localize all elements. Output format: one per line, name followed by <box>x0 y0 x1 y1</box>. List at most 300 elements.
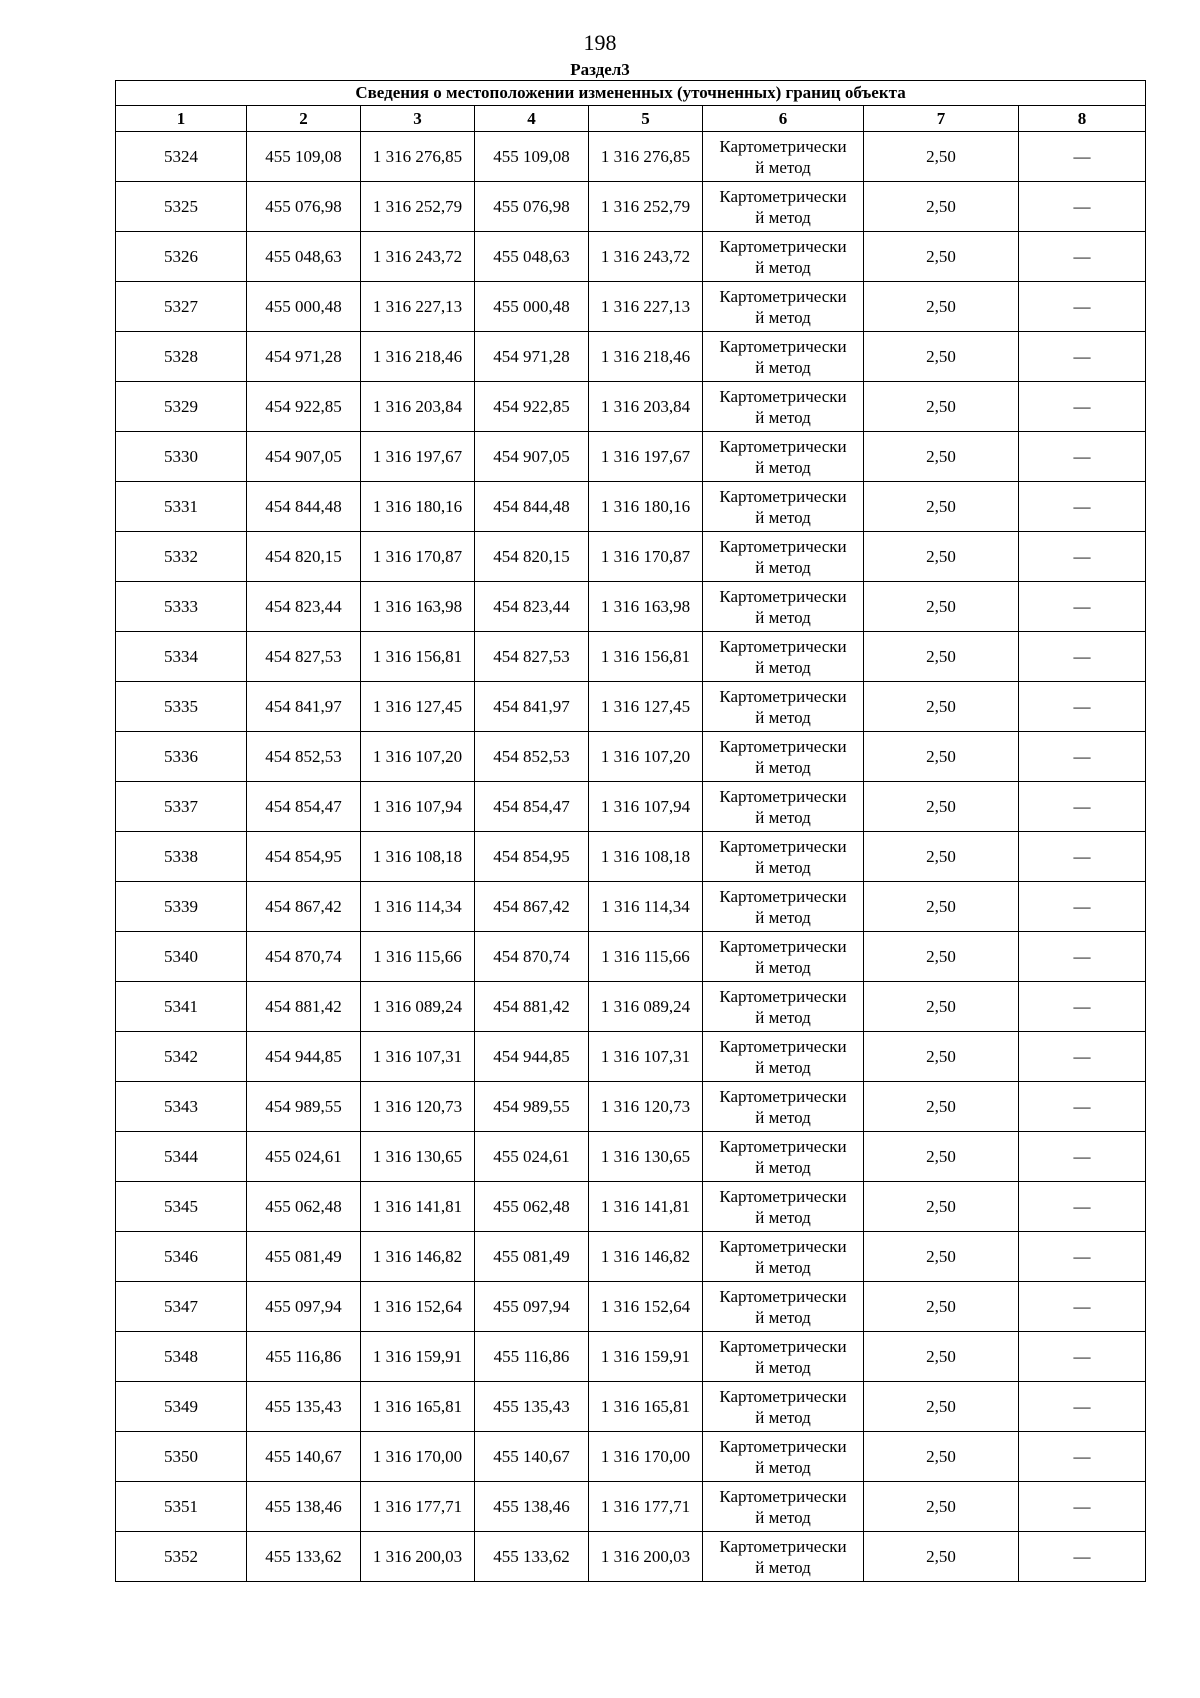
point-number: 5349 <box>116 1382 247 1432</box>
method-line-1: Картометрически <box>719 1186 847 1206</box>
coord-x-existing: 454 944,85 <box>247 1032 361 1082</box>
point-number: 5333 <box>116 582 247 632</box>
method-line-1: Картометрически <box>719 486 847 506</box>
accuracy: 2,50 <box>864 432 1019 482</box>
coord-x-updated: 455 024,61 <box>475 1132 589 1182</box>
determination-method <box>703 1432 864 1482</box>
coord-y-existing: 1 316 107,20 <box>361 732 475 782</box>
note: — <box>1019 632 1146 682</box>
determination-method <box>703 132 864 182</box>
determination-method <box>703 682 864 732</box>
table-row <box>116 1132 1146 1182</box>
coord-y-existing: 1 316 089,24 <box>361 982 475 1032</box>
coord-y-existing: 1 316 197,67 <box>361 432 475 482</box>
method-line-1: Картометрически <box>719 1236 847 1256</box>
coord-x-updated: 455 109,08 <box>475 132 589 182</box>
coord-x-updated: 454 944,85 <box>475 1032 589 1082</box>
method-line-2: й метод <box>755 1007 811 1027</box>
table-row <box>116 332 1146 382</box>
point-number: 5331 <box>116 482 247 532</box>
coord-x-updated: 454 827,53 <box>475 632 589 682</box>
coord-y-existing: 1 316 130,65 <box>361 1132 475 1182</box>
coord-y-existing: 1 316 180,16 <box>361 482 475 532</box>
method-line-2: й метод <box>755 557 811 577</box>
method-line-1: Картометрически <box>719 836 847 856</box>
method-line-2: й метод <box>755 857 811 877</box>
coord-y-existing: 1 316 276,85 <box>361 132 475 182</box>
method-line-2: й метод <box>755 307 811 327</box>
determination-method <box>703 632 864 682</box>
coord-x-existing: 454 844,48 <box>247 482 361 532</box>
method-line-2: й метод <box>755 1457 811 1477</box>
method-line-2: й метод <box>755 257 811 277</box>
note: — <box>1019 1132 1146 1182</box>
determination-method <box>703 532 864 582</box>
note: — <box>1019 132 1146 182</box>
coord-y-updated: 1 316 243,72 <box>589 232 703 282</box>
note: — <box>1019 1482 1146 1532</box>
coord-x-updated: 454 971,28 <box>475 332 589 382</box>
accuracy: 2,50 <box>864 482 1019 532</box>
accuracy: 2,50 <box>864 332 1019 382</box>
point-number: 5330 <box>116 432 247 482</box>
coord-y-existing: 1 316 108,18 <box>361 832 475 882</box>
determination-method <box>703 1282 864 1332</box>
coord-y-updated: 1 316 156,81 <box>589 632 703 682</box>
determination-method <box>703 882 864 932</box>
coord-y-existing: 1 316 156,81 <box>361 632 475 682</box>
coord-x-existing: 454 922,85 <box>247 382 361 432</box>
point-number: 5345 <box>116 1182 247 1232</box>
method-line-1: Картометрически <box>719 236 847 256</box>
coord-x-updated: 454 881,42 <box>475 982 589 1032</box>
determination-method <box>703 732 864 782</box>
point-number: 5351 <box>116 1482 247 1532</box>
coord-y-updated: 1 316 141,81 <box>589 1182 703 1232</box>
table-body <box>116 132 1146 1582</box>
accuracy: 2,50 <box>864 1482 1019 1532</box>
coord-x-updated: 454 823,44 <box>475 582 589 632</box>
note: — <box>1019 832 1146 882</box>
method-line-2: й метод <box>755 957 811 977</box>
column-number: 8 <box>1019 106 1146 132</box>
coord-y-updated: 1 316 130,65 <box>589 1132 703 1182</box>
coord-x-updated: 455 062,48 <box>475 1182 589 1232</box>
note: — <box>1019 1182 1146 1232</box>
note: — <box>1019 182 1146 232</box>
coord-y-existing: 1 316 146,82 <box>361 1232 475 1282</box>
coord-x-updated: 454 852,53 <box>475 732 589 782</box>
coord-y-existing: 1 316 127,45 <box>361 682 475 732</box>
determination-method <box>703 332 864 382</box>
point-number: 5335 <box>116 682 247 732</box>
coord-y-updated: 1 316 218,46 <box>589 332 703 382</box>
determination-method <box>703 982 864 1032</box>
determination-method <box>703 782 864 832</box>
point-number: 5341 <box>116 982 247 1032</box>
table-row <box>116 1282 1146 1332</box>
coord-x-updated: 454 854,95 <box>475 832 589 882</box>
method-line-2: й метод <box>755 1057 811 1077</box>
column-number: 1 <box>116 106 247 132</box>
coord-y-existing: 1 316 200,03 <box>361 1532 475 1582</box>
note: — <box>1019 1282 1146 1332</box>
coord-x-updated: 454 844,48 <box>475 482 589 532</box>
method-line-2: й метод <box>755 1307 811 1327</box>
coord-x-updated: 454 922,85 <box>475 382 589 432</box>
method-line-2: й метод <box>755 707 811 727</box>
note: — <box>1019 382 1146 432</box>
point-number: 5344 <box>116 1132 247 1182</box>
coord-y-existing: 1 316 163,98 <box>361 582 475 632</box>
accuracy: 2,50 <box>864 1032 1019 1082</box>
coord-x-existing: 455 140,67 <box>247 1432 361 1482</box>
coord-y-existing: 1 316 165,81 <box>361 1382 475 1432</box>
method-line-1: Картометрически <box>719 1386 847 1406</box>
coord-y-existing: 1 316 120,73 <box>361 1082 475 1132</box>
method-line-1: Картометрически <box>719 1286 847 1306</box>
coord-y-existing: 1 316 170,87 <box>361 532 475 582</box>
coord-x-existing: 455 076,98 <box>247 182 361 232</box>
coord-x-existing: 454 867,42 <box>247 882 361 932</box>
accuracy: 2,50 <box>864 1532 1019 1582</box>
coord-x-existing: 455 109,08 <box>247 132 361 182</box>
determination-method <box>703 182 864 232</box>
determination-method <box>703 582 864 632</box>
coord-y-updated: 1 316 146,82 <box>589 1232 703 1282</box>
determination-method <box>703 932 864 982</box>
note: — <box>1019 1082 1146 1132</box>
accuracy: 2,50 <box>864 132 1019 182</box>
method-line-2: й метод <box>755 457 811 477</box>
point-number: 5337 <box>116 782 247 832</box>
note: — <box>1019 782 1146 832</box>
point-number: 5352 <box>116 1532 247 1582</box>
accuracy: 2,50 <box>864 1182 1019 1232</box>
method-line-1: Картометрически <box>719 1036 847 1056</box>
note: — <box>1019 1332 1146 1382</box>
point-number: 5343 <box>116 1082 247 1132</box>
coord-y-updated: 1 316 170,00 <box>589 1432 703 1482</box>
table-row <box>116 132 1146 182</box>
coord-y-existing: 1 316 152,64 <box>361 1282 475 1332</box>
note: — <box>1019 1232 1146 1282</box>
coord-y-existing: 1 316 243,72 <box>361 232 475 282</box>
coord-y-updated: 1 316 114,34 <box>589 882 703 932</box>
column-number: 6 <box>703 106 864 132</box>
column-number: 5 <box>589 106 703 132</box>
table-row <box>116 1332 1146 1382</box>
coord-y-updated: 1 316 107,94 <box>589 782 703 832</box>
table-row <box>116 1182 1146 1232</box>
coord-y-existing: 1 316 177,71 <box>361 1482 475 1532</box>
coord-x-existing: 455 097,94 <box>247 1282 361 1332</box>
table-row <box>116 232 1146 282</box>
table-row <box>116 1482 1146 1532</box>
accuracy: 2,50 <box>864 832 1019 882</box>
coord-x-updated: 455 048,63 <box>475 232 589 282</box>
coord-x-existing: 455 000,48 <box>247 282 361 332</box>
coord-x-updated: 455 076,98 <box>475 182 589 232</box>
coord-y-existing: 1 316 107,94 <box>361 782 475 832</box>
accuracy: 2,50 <box>864 282 1019 332</box>
page-number: 198 <box>583 30 617 55</box>
coord-y-existing: 1 316 218,46 <box>361 332 475 382</box>
coord-y-updated: 1 316 120,73 <box>589 1082 703 1132</box>
note: — <box>1019 482 1146 532</box>
coord-y-existing: 1 316 252,79 <box>361 182 475 232</box>
method-line-2: й метод <box>755 757 811 777</box>
point-number: 5336 <box>116 732 247 782</box>
method-line-2: й метод <box>755 1107 811 1127</box>
accuracy: 2,50 <box>864 1382 1019 1432</box>
coord-y-existing: 1 316 114,34 <box>361 882 475 932</box>
determination-method <box>703 482 864 532</box>
table-row <box>116 1032 1146 1082</box>
point-number: 5329 <box>116 382 247 432</box>
coord-x-existing: 454 989,55 <box>247 1082 361 1132</box>
determination-method <box>703 1482 864 1532</box>
column-number: 4 <box>475 106 589 132</box>
coord-x-existing: 454 841,97 <box>247 682 361 732</box>
coord-x-existing: 455 062,48 <box>247 1182 361 1232</box>
coord-x-updated: 454 841,97 <box>475 682 589 732</box>
coord-y-updated: 1 316 180,16 <box>589 482 703 532</box>
accuracy: 2,50 <box>864 1082 1019 1132</box>
coord-x-existing: 455 048,63 <box>247 232 361 282</box>
coord-y-updated: 1 316 227,13 <box>589 282 703 332</box>
point-number: 5324 <box>116 132 247 182</box>
method-line-1: Картометрически <box>719 536 847 556</box>
section-title: Раздел3 <box>570 60 630 79</box>
table-row <box>116 632 1146 682</box>
coord-x-existing: 455 138,46 <box>247 1482 361 1532</box>
point-number: 5334 <box>116 632 247 682</box>
point-number: 5328 <box>116 332 247 382</box>
point-number: 5346 <box>116 1232 247 1282</box>
accuracy: 2,50 <box>864 1232 1019 1282</box>
coord-y-updated: 1 316 107,31 <box>589 1032 703 1082</box>
determination-method <box>703 1132 864 1182</box>
table-row <box>116 882 1146 932</box>
coord-x-updated: 455 133,62 <box>475 1532 589 1582</box>
note: — <box>1019 532 1146 582</box>
coord-x-existing: 454 870,74 <box>247 932 361 982</box>
coord-x-existing: 454 854,95 <box>247 832 361 882</box>
coord-x-existing: 454 827,53 <box>247 632 361 682</box>
note: — <box>1019 1532 1146 1582</box>
coord-x-existing: 455 133,62 <box>247 1532 361 1582</box>
boundary-table <box>115 80 1146 1582</box>
table-row <box>116 982 1146 1032</box>
coord-x-updated: 455 135,43 <box>475 1382 589 1432</box>
method-line-1: Картометрически <box>719 1086 847 1106</box>
column-number: 7 <box>864 106 1019 132</box>
note: — <box>1019 1432 1146 1482</box>
coord-x-existing: 454 971,28 <box>247 332 361 382</box>
method-line-1: Картометрически <box>719 936 847 956</box>
point-number: 5338 <box>116 832 247 882</box>
determination-method <box>703 1032 864 1082</box>
note: — <box>1019 232 1146 282</box>
coord-x-existing: 455 116,86 <box>247 1332 361 1382</box>
determination-method <box>703 1182 864 1232</box>
point-number: 5348 <box>116 1332 247 1382</box>
method-line-1: Картометрически <box>719 736 847 756</box>
accuracy: 2,50 <box>864 782 1019 832</box>
table-row <box>116 182 1146 232</box>
coord-y-updated: 1 316 108,18 <box>589 832 703 882</box>
determination-method <box>703 382 864 432</box>
coord-y-updated: 1 316 276,85 <box>589 132 703 182</box>
method-line-1: Картометрически <box>719 1486 847 1506</box>
coord-y-updated: 1 316 200,03 <box>589 1532 703 1582</box>
method-line-1: Картометрически <box>719 636 847 656</box>
coord-y-updated: 1 316 197,67 <box>589 432 703 482</box>
coord-y-existing: 1 316 141,81 <box>361 1182 475 1232</box>
method-line-2: й метод <box>755 1507 811 1527</box>
method-line-1: Картометрически <box>719 336 847 356</box>
determination-method <box>703 1532 864 1582</box>
coord-x-updated: 455 140,67 <box>475 1432 589 1482</box>
method-line-2: й метод <box>755 907 811 927</box>
accuracy: 2,50 <box>864 732 1019 782</box>
accuracy: 2,50 <box>864 1332 1019 1382</box>
table-row <box>116 532 1146 582</box>
coord-y-updated: 1 316 089,24 <box>589 982 703 1032</box>
coord-y-existing: 1 316 159,91 <box>361 1332 475 1382</box>
note: — <box>1019 882 1146 932</box>
coord-y-updated: 1 316 115,66 <box>589 932 703 982</box>
note: — <box>1019 332 1146 382</box>
accuracy: 2,50 <box>864 232 1019 282</box>
table-row <box>116 1532 1146 1582</box>
coord-y-existing: 1 316 115,66 <box>361 932 475 982</box>
table-row <box>116 1382 1146 1432</box>
coord-x-updated: 455 000,48 <box>475 282 589 332</box>
coord-y-updated: 1 316 127,45 <box>589 682 703 732</box>
coord-y-existing: 1 316 170,00 <box>361 1432 475 1482</box>
coord-x-updated: 454 854,47 <box>475 782 589 832</box>
table-row <box>116 432 1146 482</box>
method-line-2: й метод <box>755 1207 811 1227</box>
coord-x-updated: 454 870,74 <box>475 932 589 982</box>
accuracy: 2,50 <box>864 1282 1019 1332</box>
determination-method <box>703 1332 864 1382</box>
method-line-2: й метод <box>755 507 811 527</box>
point-number: 5339 <box>116 882 247 932</box>
table-row <box>116 582 1146 632</box>
accuracy: 2,50 <box>864 382 1019 432</box>
method-line-2: й метод <box>755 1557 811 1577</box>
accuracy: 2,50 <box>864 982 1019 1032</box>
method-line-2: й метод <box>755 1157 811 1177</box>
accuracy: 2,50 <box>864 582 1019 632</box>
coord-x-existing: 454 881,42 <box>247 982 361 1032</box>
determination-method <box>703 232 864 282</box>
method-line-1: Картометрически <box>719 136 847 156</box>
table-row <box>116 482 1146 532</box>
point-number: 5340 <box>116 932 247 982</box>
method-line-2: й метод <box>755 207 811 227</box>
coord-y-updated: 1 316 163,98 <box>589 582 703 632</box>
coord-y-updated: 1 316 203,84 <box>589 382 703 432</box>
table-row <box>116 1232 1146 1282</box>
method-line-1: Картометрически <box>719 886 847 906</box>
coord-y-existing: 1 316 107,31 <box>361 1032 475 1082</box>
coord-x-existing: 454 854,47 <box>247 782 361 832</box>
method-line-2: й метод <box>755 1357 811 1377</box>
coord-y-updated: 1 316 177,71 <box>589 1482 703 1532</box>
accuracy: 2,50 <box>864 1132 1019 1182</box>
coord-x-updated: 454 867,42 <box>475 882 589 932</box>
method-line-2: й метод <box>755 1257 811 1277</box>
column-number-row <box>116 106 1146 132</box>
note: — <box>1019 982 1146 1032</box>
method-line-1: Картометрически <box>719 986 847 1006</box>
table-row <box>116 1082 1146 1132</box>
table-row <box>116 382 1146 432</box>
coord-y-updated: 1 316 107,20 <box>589 732 703 782</box>
point-number: 5326 <box>116 232 247 282</box>
coord-y-updated: 1 316 152,64 <box>589 1282 703 1332</box>
point-number: 5342 <box>116 1032 247 1082</box>
accuracy: 2,50 <box>864 532 1019 582</box>
note: — <box>1019 682 1146 732</box>
coord-x-existing: 454 907,05 <box>247 432 361 482</box>
determination-method <box>703 1082 864 1132</box>
table-row <box>116 832 1146 882</box>
table-row <box>116 932 1146 982</box>
coord-x-existing: 455 024,61 <box>247 1132 361 1182</box>
method-line-1: Картометрически <box>719 1136 847 1156</box>
method-line-1: Картометрически <box>719 1336 847 1356</box>
method-line-1: Картометрически <box>719 686 847 706</box>
determination-method <box>703 832 864 882</box>
coord-x-updated: 455 097,94 <box>475 1282 589 1332</box>
method-line-1: Картометрически <box>719 286 847 306</box>
column-number: 3 <box>361 106 475 132</box>
method-line-1: Картометрически <box>719 1436 847 1456</box>
method-line-2: й метод <box>755 407 811 427</box>
accuracy: 2,50 <box>864 882 1019 932</box>
accuracy: 2,50 <box>864 632 1019 682</box>
coord-y-existing: 1 316 227,13 <box>361 282 475 332</box>
accuracy: 2,50 <box>864 932 1019 982</box>
accuracy: 2,50 <box>864 682 1019 732</box>
coord-x-existing: 455 081,49 <box>247 1232 361 1282</box>
determination-method <box>703 1382 864 1432</box>
point-number: 5350 <box>116 1432 247 1482</box>
coord-x-updated: 455 081,49 <box>475 1232 589 1282</box>
accuracy: 2,50 <box>864 182 1019 232</box>
table-row <box>116 782 1146 832</box>
note: — <box>1019 432 1146 482</box>
note: — <box>1019 932 1146 982</box>
table-row <box>116 282 1146 332</box>
coord-x-updated: 454 989,55 <box>475 1082 589 1132</box>
coord-y-updated: 1 316 165,81 <box>589 1382 703 1432</box>
coord-x-existing: 454 820,15 <box>247 532 361 582</box>
method-line-2: й метод <box>755 657 811 677</box>
coord-x-updated: 454 820,15 <box>475 532 589 582</box>
coord-x-existing: 455 135,43 <box>247 1382 361 1432</box>
method-line-2: й метод <box>755 807 811 827</box>
table-row <box>116 682 1146 732</box>
method-line-1: Картометрически <box>719 386 847 406</box>
determination-method <box>703 432 864 482</box>
point-number: 5327 <box>116 282 247 332</box>
